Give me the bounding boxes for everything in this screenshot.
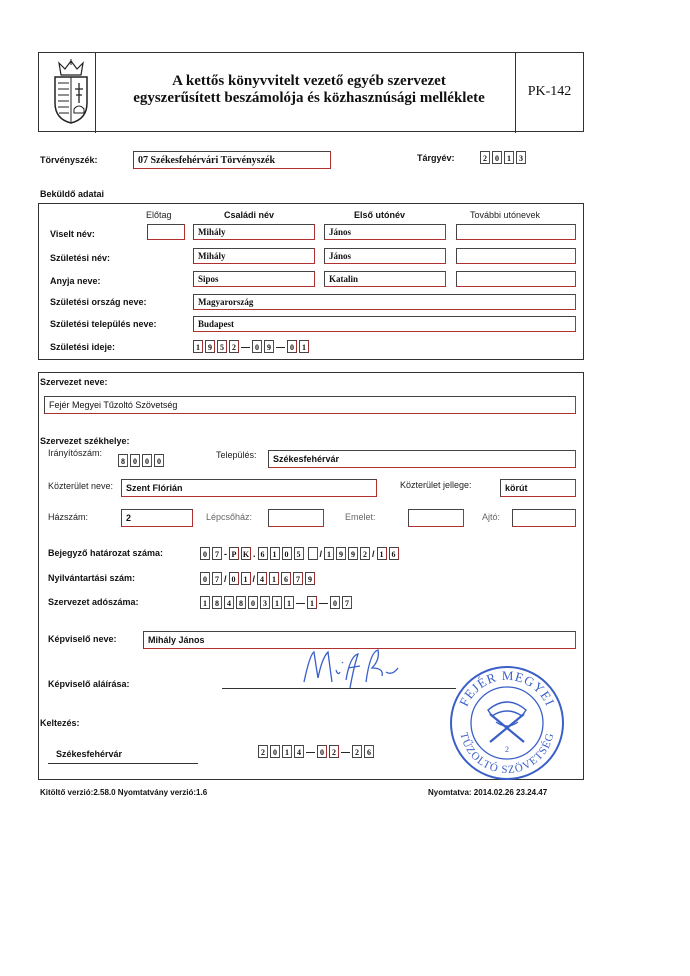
birth-more-field[interactable] [456,248,576,264]
digit-box[interactable]: 9 [305,572,315,585]
dating-date-boxes[interactable] [258,745,376,758]
digit-box[interactable]: 1 [241,572,251,585]
separator: — [296,597,305,608]
digit-box[interactable]: 9 [348,547,358,560]
dating-label: Keltezés: [40,718,80,728]
digit-box[interactable]: 2 [360,547,370,560]
signature-graphic [300,646,410,690]
digit-box[interactable]: 4 [257,572,267,585]
digit-box[interactable]: 7 [212,547,222,560]
digit-box[interactable]: 1 [299,340,309,353]
digit-box[interactable]: 1 [284,596,294,609]
street-type-label: Közterület jellege: [400,480,472,490]
birth-first-field[interactable]: János [324,248,446,264]
digit-box[interactable]: 1 [269,572,279,585]
house-label: Házszám: [48,512,89,522]
digit-box[interactable]: P [229,547,239,560]
digit-box[interactable]: 8 [236,596,246,609]
digit-box[interactable]: 2 [229,340,239,353]
dating-place: Székesfehérvár [56,749,123,759]
digit-box[interactable]: 0 [270,745,280,758]
separator: / [252,573,256,584]
reg-decision-label: Bejegyző határozat száma: [48,548,164,558]
digit-box[interactable]: 1 [200,596,210,609]
birth-date-boxes[interactable] [193,340,311,353]
digit-box[interactable]: 0 [200,572,210,585]
digit-box[interactable]: 2 [480,151,490,164]
digit-box[interactable]: 7 [212,572,222,585]
digit-box[interactable]: 2 [329,745,339,758]
door-label: Ajtó: [482,512,501,522]
digit-box[interactable]: 1 [270,547,280,560]
separator: / [372,548,375,559]
digit-box[interactable]: 5 [294,547,304,560]
digit-box[interactable]: 0 [200,547,210,560]
tax-number-boxes[interactable] [200,596,354,609]
rep-name-field[interactable]: Mihály János [143,631,576,649]
digit-box[interactable]: 1 [307,596,317,609]
birth-city-field[interactable]: Budapest [193,316,576,332]
separator: / [224,573,227,584]
street-label: Közterület neve: [48,481,114,491]
digit-box[interactable]: 0 [492,151,502,164]
digit-box[interactable]: 9 [205,340,215,353]
digit-box[interactable]: 0 [229,572,239,585]
door-field[interactable] [512,509,576,527]
current-more-field[interactable] [456,224,576,240]
form-code: PK-142 [527,84,572,99]
digit-box[interactable]: 0 [142,454,152,467]
reg-decision-boxes[interactable] [200,547,401,560]
current-family-field[interactable]: Mihály [193,224,315,240]
birth-city-label: Születési település neve: [50,319,157,329]
separator: . [253,548,256,559]
digit-box[interactable]: 6 [364,745,374,758]
coat-of-arms-icon [51,59,91,125]
digit-box[interactable]: 8 [118,454,128,467]
digit-box[interactable]: 0 [130,454,140,467]
col-first: Első utónév [354,210,406,220]
form-title-line1: A kettős könyvvitelt vezető egyéb szervezet [172,73,446,89]
digit-box[interactable]: 8 [212,596,222,609]
zip-label: Irányítószám: [48,448,103,458]
city-label: Település: [216,450,257,460]
form-title-line2: egyszerűsített beszámolója és közhasznúsági melléklete [133,90,485,106]
digit-box[interactable]: 1 [377,547,387,560]
digit-box[interactable]: 0 [317,745,327,758]
birth-date-label: Születési ideje: [50,342,116,352]
stair-field[interactable] [268,509,324,527]
mother-more-field[interactable] [456,271,576,287]
floor-field[interactable] [408,509,464,527]
separator: — [276,341,285,352]
reg-number-label: Nyilvántartási szám: [48,573,136,583]
footer-printed: Nyomtatva: 2014.02.26 23.24.47 [428,788,548,797]
birth-family-field[interactable]: Mihály [193,248,315,264]
digit-box[interactable]: K [241,547,251,560]
svg-text:TŰZOLTÓ SZÖVETSÉG: TŰZOLTÓ SZÖVETSÉG [457,731,557,777]
mother-label: Anyja neve: [50,276,101,286]
court-field[interactable]: 07 Székesfehérvári Törvényszék [133,151,331,169]
rep-sign-label: Képviselő aláírása: [48,679,130,689]
digit-box[interactable]: 9 [336,547,346,560]
digit-box[interactable]: 6 [258,547,268,560]
organization-stamp [448,664,566,782]
birth-country-field[interactable]: Magyarország [193,294,576,310]
city-field[interactable]: Székesfehérvár [268,450,576,468]
digit-box[interactable]: 4 [294,745,304,758]
org-seat-label: Szervezet székhelye: [40,436,130,446]
street-type-field[interactable]: körút [500,479,576,497]
current-prefix-field[interactable] [147,224,185,240]
digit-box[interactable]: 0 [282,547,292,560]
mother-family-field[interactable]: Sipos [193,271,315,287]
separator: / [319,548,323,559]
col-more: További utónevek [470,210,541,220]
street-field[interactable]: Szent Flórián [121,479,377,497]
col-prefix: Előtag [146,210,172,220]
digit-box[interactable] [308,547,318,560]
svg-text:2: 2 [505,745,509,754]
form-header [38,52,584,132]
sender-section-title: Beküldő adatai [40,189,105,199]
separator: — [341,746,350,757]
digit-box[interactable]: 2 [352,745,362,758]
tax-number-label: Szervezet adószáma: [48,597,139,607]
digit-box[interactable]: 3 [516,151,526,164]
digit-box[interactable]: 7 [342,596,352,609]
zip-boxes[interactable] [118,454,166,467]
digit-box[interactable]: 6 [389,547,399,560]
digit-box[interactable]: 1 [324,547,334,560]
digit-box[interactable]: 0 [248,596,258,609]
birth-country-label: Születési ország neve: [50,297,147,307]
birth-name-label: Születési név: [50,253,111,263]
org-name-field[interactable]: Fejér Megyei Tűzoltó Szövetség [44,396,576,414]
year-boxes[interactable] [480,151,528,164]
digit-box[interactable]: 1 [282,745,292,758]
current-name-label: Viselt név: [50,229,95,239]
digit-box[interactable]: 0 [330,596,340,609]
separator: - [224,548,227,559]
digit-box[interactable]: 3 [260,596,270,609]
digit-box[interactable]: 1 [193,340,203,353]
rep-name-label: Képviselő neve: [48,634,117,644]
reg-number-boxes[interactable] [200,572,317,585]
col-family: Családi név [224,210,275,220]
digit-box[interactable]: 7 [293,572,303,585]
digit-box[interactable]: 6 [281,572,291,585]
digit-box[interactable]: 0 [252,340,262,353]
place-line [48,763,198,764]
court-label: Törvényszék: [40,155,98,165]
digit-box[interactable]: 1 [504,151,514,164]
year-label: Tárgyév: [417,153,455,163]
current-first-field[interactable]: János [324,224,446,240]
digit-box[interactable]: 0 [154,454,164,467]
stair-label: Lépcsőház: [206,512,253,522]
separator: — [319,597,328,608]
digit-box[interactable]: 1 [272,596,282,609]
footer-version: Kitöltő verzió:2.58.0 Nyomtatvány verzió:1.6 [40,788,208,797]
svg-text:FEJÉR MEGYEI: FEJÉR MEGYEI [456,667,558,709]
house-field[interactable]: 2 [121,509,193,527]
separator: — [306,746,315,757]
org-name-label: Szervezet neve: [40,377,108,387]
separator: — [241,341,250,352]
digit-box[interactable]: 9 [264,340,274,353]
digit-box[interactable]: 5 [217,340,227,353]
digit-box[interactable]: 4 [224,596,234,609]
floor-label: Emelet: [345,512,376,522]
digit-box[interactable]: 2 [258,745,268,758]
digit-box[interactable]: 0 [287,340,297,353]
mother-first-field[interactable]: Katalin [324,271,446,287]
